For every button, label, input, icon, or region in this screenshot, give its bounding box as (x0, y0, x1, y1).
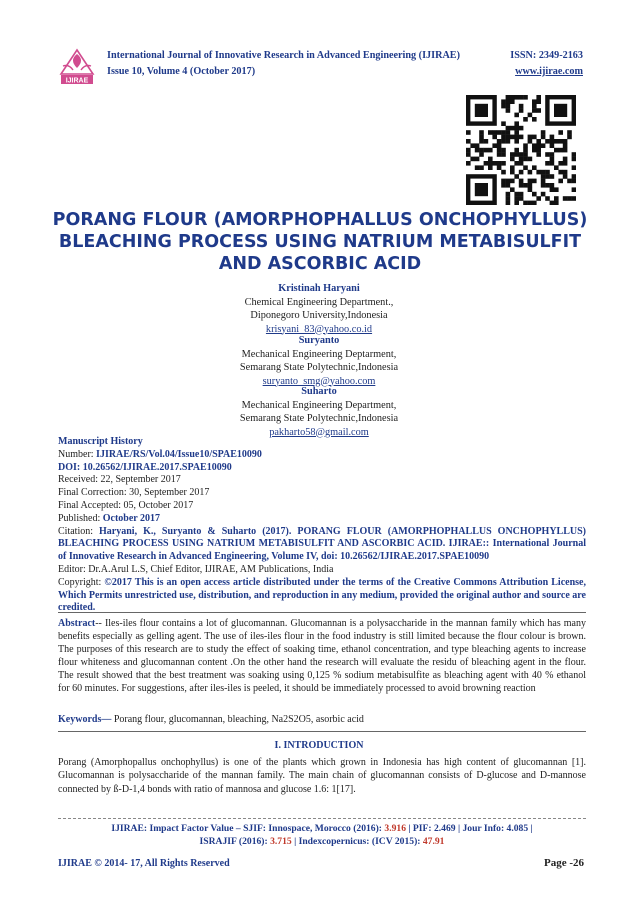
final-correction-date: Final Correction: 30, September 2017 (58, 487, 210, 499)
author-3 (0, 385, 638, 439)
footer-divider (58, 818, 586, 819)
author-email-link[interactable]: pakharto58@gmail.com (269, 426, 369, 438)
author-affiliation: Chemical Engineering Department., (244, 296, 394, 308)
introduction-text: Porang (Amorphopallus onchophyllus) is one of the plants which grown in Indonesia has high content of glucomannan [1]. Glucomannan is polysaccharide of the mannan family. The main chain of glucomannan consists of D-glucose and D-mannose connected by ß-D-1,4 bonds with ratio of mannosa and glucose 1.6: 1[17]. (58, 757, 586, 795)
paper-title: PORANG FLOUR (AMORPHOPHALLUS ONCHOPHYLLUS) BLEACHING PROCESS USING NATRIUM METABISULFIT AND ASCORBIC ACID (52, 210, 588, 274)
impact-factor-line: IJIRAE: Impact Factor Value – SJIF: Innospace, Morocco (2016): 3.916 | PIF: 2.469 | Jour Info: 4.085 | ISRAJIF (2016): 3.715 | Indexcopernicus: (ICV 2015): 47.91 (111, 823, 533, 847)
author-affiliation: Semarang State Polytechnic,Indonesia (239, 362, 399, 373)
abstract-text: -- Iles-iles flour contains a lot of glucomannan. Glucomannan is a polysaccharide in the mannan family which has many benefits especially as gelling agent. The use of iles-iles flour in the food industry is still limited because the flour colour is brown. The purposes of this research are to study the effect of soaking time, ethanol concentration, and type bleaching agents to increase flour whiteness and glucomannan content .On the other hand the research will evaluate the residu of bleaching agent in the flour. The result showed that the best treatment was soaking using 0,125 % sodium metabisulfite as bleaching agent with 40 % ethanol for 60 minutes. For suggestions, after iles-iles is peeled, it should be immediately processed to avoid browning reaction (58, 618, 586, 695)
keywords-text: Porang flour, glucomannan, bleaching, Na2S2O5, asorbic acid (111, 714, 364, 725)
author-affiliation: Mechanical Engineering Deptarment, (241, 348, 397, 360)
section-heading: I. INTRODUCTION (274, 740, 364, 751)
keywords (58, 713, 586, 726)
issn: ISSN: 2349-2163 (510, 50, 583, 61)
author-email-link[interactable]: krisyani_83@yahoo.co.id (265, 323, 373, 335)
journal-logo-icon (55, 44, 99, 86)
issue-info: Issue 10, Volume 4 (October 2017) (107, 66, 256, 77)
author-email-link[interactable]: suryanto_smg@yahoo.com (262, 375, 376, 387)
author-affiliation: Mechanical Engineering Department, (241, 399, 397, 411)
journal-name: International Journal of Innovative Research in Advanced Engineering (IJIRAE) (107, 50, 460, 61)
svg-text:IJIRAE: IJIRAE (65, 77, 89, 85)
received-date: Received: 22, September 2017 (58, 474, 181, 486)
abstract (58, 617, 586, 696)
divider (58, 731, 586, 732)
website-link[interactable]: www.ijirae.com (515, 66, 583, 77)
abstract-label: Abstract (58, 618, 96, 629)
manuscript-number: Number: IJIRAE/RS/Vol.04/Issue10/SPAE10090 (58, 448, 262, 460)
author-2 (0, 334, 638, 388)
divider (58, 612, 586, 613)
page-number: Page -26 (543, 857, 584, 869)
manuscript-history (58, 436, 586, 615)
doi: DOI: 10.26562/IJIRAE.2017.SPAE10090 (58, 461, 232, 473)
author-1 (0, 282, 638, 336)
author-name: Kristinah Haryani (278, 283, 360, 294)
qr-code-icon (466, 95, 576, 205)
author-affiliation: Diponegoro University,Indonesia (250, 310, 388, 321)
keywords-label: Keywords— (58, 714, 112, 725)
citation: Citation: Haryani, K., Suryanto & Suharto (2017). PORANG FLOUR (AMORPHOPHALLUS ONCHOPHYLLUS) BLEACHING PROCESS USING NATRIUM METABISULFIT AND ASCORBIC ACID. IJIRAE:: International Journal of Innovative Research in Advanced Engineering, Volume IV, doi: 10.26562/IJIRAE.2017.SPAE10090 (58, 525, 587, 563)
author-affiliation: Semarang State Polytechnic,Indonesia (239, 413, 399, 424)
author-name: Suharto (301, 386, 337, 397)
footer-copyright: IJIRAE © 2014- 17, All Rights Reserved (58, 858, 230, 869)
journal-header (55, 44, 583, 84)
editor: Editor: Dr.A.Arul L.S, Chief Editor, IJIRAE, AM Publications, India (58, 563, 334, 575)
published-date: Published: October 2017 (58, 512, 161, 524)
history-label: Manuscript History (58, 436, 143, 447)
final-accepted-date: Final Accepted: 05, October 2017 (58, 499, 194, 511)
author-name: Suryanto (298, 335, 340, 346)
copyright-notice: Copyright: ©2017 This is an open access article distributed under the terms of the Creative Commons Attribution License, Which Permits unrestricted use, distribution, and reproduction in any medium, provided the original author and source are credited. (58, 576, 586, 614)
